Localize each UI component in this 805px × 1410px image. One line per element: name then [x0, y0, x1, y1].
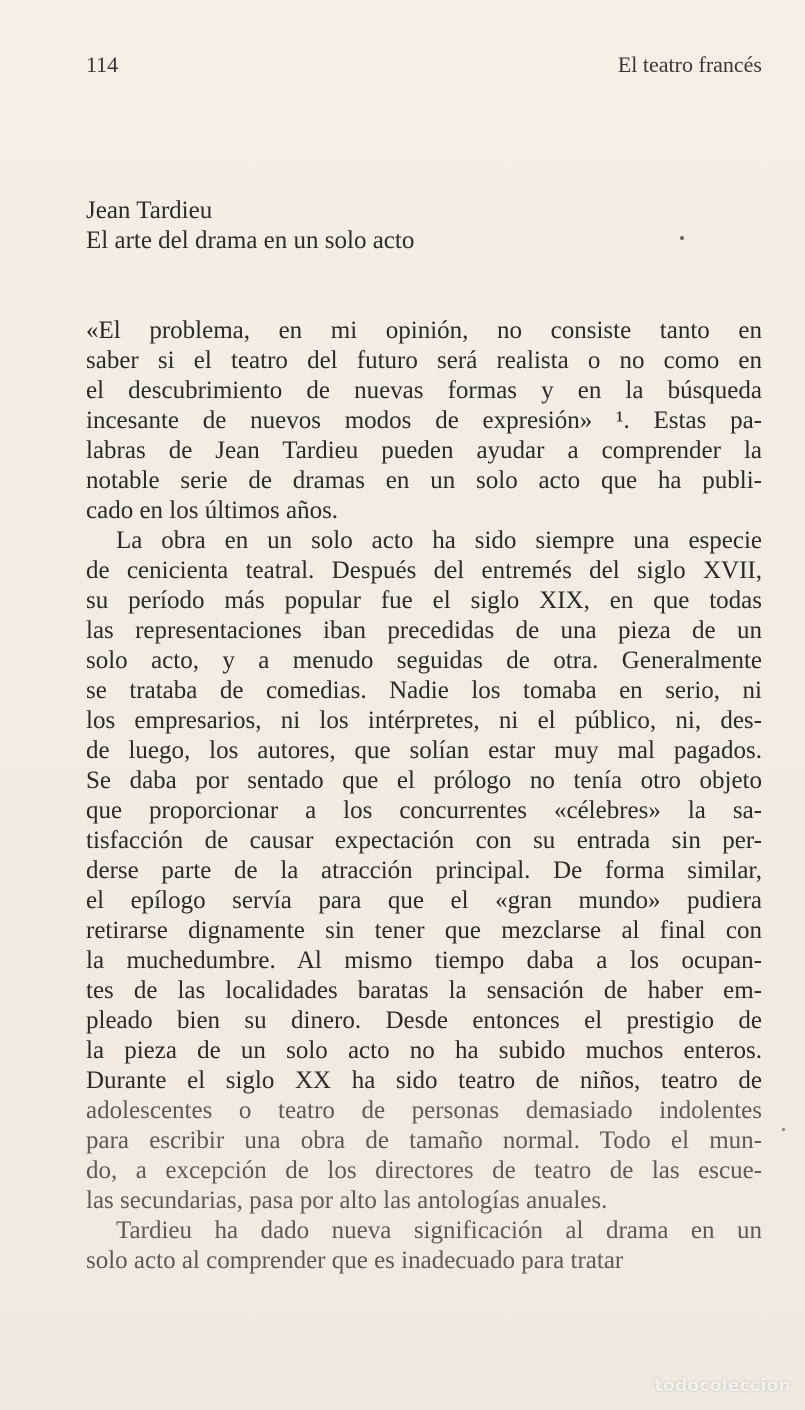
- print-speck: [782, 1128, 785, 1131]
- text-line: la muchedumbre. Al mismo tiempo daba a los ocupan-: [86, 947, 762, 974]
- text-line: pleado bien su dinero. Desde entonces el prestigio de: [86, 1007, 762, 1034]
- text-line: saber si el teatro del futuro será realista o no como en: [86, 347, 762, 374]
- running-title: El teatro francés: [617, 52, 762, 77]
- text-line: Tardieu ha dado nueva significación al drama en un: [116, 1217, 762, 1244]
- text-line: solo acto, y a menudo seguidas de otra. Generalmente: [86, 647, 762, 674]
- text-line: labras de Jean Tardieu pueden ayudar a comprender la: [86, 437, 762, 464]
- text-line: las secundarias, pasa por alto las antologías anuales.: [86, 1187, 608, 1214]
- paragraph: [86, 316, 762, 526]
- text-line: derse parte de la atracción principal. De forma similar,: [86, 857, 762, 884]
- text-line: se trataba de comedias. Nadie los tomaba en serio, ni: [86, 677, 762, 704]
- page-number: 114: [86, 52, 119, 77]
- text-line: solo acto al comprender que es inadecuado para tratar: [86, 1247, 624, 1274]
- text-line: tisfacción de causar expectación con su entrada sin per-: [86, 827, 762, 854]
- text-line: su período más popular fue el siglo XIX, en que todas: [86, 587, 762, 614]
- text-line: retirarse dignamente sin tener que mezclarse al final con: [86, 917, 762, 944]
- text-line: que proporcionar a los concurrentes «célebres» la sa-: [86, 797, 762, 824]
- text-line: La obra en un solo acto ha sido siempre una especie: [116, 527, 762, 554]
- article-title: El arte del drama en un solo acto: [86, 227, 415, 254]
- text-line: «El problema, en mi opinión, no consiste tanto en: [86, 317, 762, 344]
- text-line: Se daba por sentado que el prólogo no tenía otro objeto: [86, 767, 762, 794]
- text-line: tes de las localidades baratas la sensación de haber em-: [86, 977, 762, 1004]
- print-speck: [680, 236, 684, 240]
- paragraph: [86, 526, 762, 1216]
- article-author: Jean Tardieu: [86, 197, 213, 224]
- watermark-logo: todocoleccion: [654, 1376, 791, 1396]
- text-line: las representaciones iban precedidas de una pieza de un: [86, 617, 762, 644]
- text-line: de luego, los autores, que solían estar muy mal pagados.: [86, 737, 762, 764]
- page-header: [86, 52, 762, 86]
- text-line: el epílogo servía para que el «gran mundo» pudiera: [86, 887, 762, 914]
- text-line: para escribir una obra de tamaño normal. Todo el mun-: [86, 1127, 762, 1154]
- text-line: notable serie de dramas en un solo acto que ha publi-: [86, 467, 762, 494]
- article-heading: [86, 196, 686, 256]
- text-line: de cenicienta teatral. Después del entremés del siglo XVII,: [86, 557, 762, 584]
- text-line: Durante el siglo XX ha sido teatro de niños, teatro de: [86, 1067, 762, 1094]
- text-line: adolescentes o teatro de personas demasiado indolentes: [86, 1097, 762, 1124]
- paragraph: [86, 1216, 762, 1276]
- text-line: do, a excepción de los directores de teatro de las escue-: [86, 1157, 762, 1184]
- text-line: incesante de nuevos modos de expresión» ¹. Estas pa-: [86, 407, 762, 434]
- text-line: cado en los últimos años.: [86, 497, 339, 524]
- text-line: los empresarios, ni los intérpretes, ni el público, ni, des-: [86, 707, 762, 734]
- text-line: el descubrimiento de nuevas formas y en la búsqueda: [86, 377, 762, 404]
- text-line: la pieza de un solo acto no ha subido muchos enteros.: [86, 1037, 762, 1064]
- body-text: [86, 316, 762, 1276]
